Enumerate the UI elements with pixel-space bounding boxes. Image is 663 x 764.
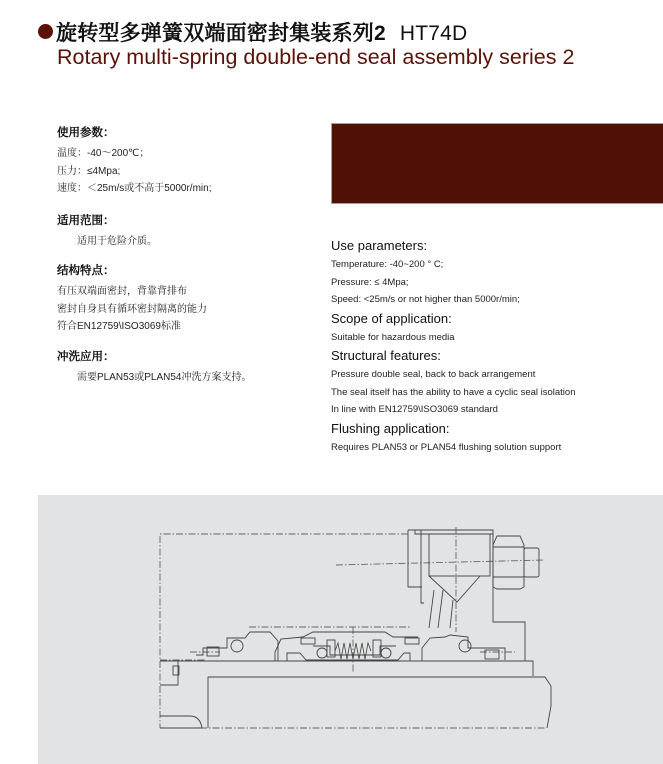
cn-structure-line: 符合EN12759\ISO3069标准 — [57, 321, 181, 332]
en-structure-line: The seal itself has the ability to have a cyclic seal isolation — [331, 386, 576, 398]
en-structure-line: In line with EN12759\ISO3069 standard — [331, 404, 498, 415]
cn-scope-line: 适用于危险介质。 — [77, 235, 157, 247]
cn-use-params — [57, 124, 317, 198]
en-flushing-heading: Flushing application: — [331, 420, 450, 436]
drawing-panel — [38, 495, 663, 764]
en-scope-heading: Scope of application: — [331, 310, 452, 326]
en-structure — [331, 348, 651, 419]
cn-structure-line: 有压双端面密封，背靠背排布 — [57, 286, 187, 297]
cn-scope-heading: 适用范围： — [57, 214, 115, 227]
english-specs — [331, 238, 651, 458]
seal-cross-section-drawing — [38, 495, 663, 764]
cn-flushing-line: 需要PLAN53或PLAN54冲洗方案支持。 — [77, 371, 252, 383]
cn-use-params-heading: 使用参数： — [57, 127, 115, 139]
en-structure-heading: Structural features: — [331, 348, 441, 363]
chinese-specs — [57, 124, 317, 394]
en-use-params-heading: Use parameters: — [331, 238, 428, 253]
envelope-centerlines — [160, 527, 545, 728]
en-scope-line: Suitable for hazardous media — [331, 331, 455, 343]
en-temperature: Temperature: -40~200 ° C; — [331, 259, 444, 270]
cn-speed: 速度：＜25m/s或不高于5000r/min; — [57, 183, 212, 194]
cn-flushing — [57, 348, 317, 387]
bullet-dot-icon — [38, 24, 53, 39]
cn-flushing-heading: 冲洗应用： — [57, 350, 115, 363]
decorative-brown-banner — [331, 123, 663, 204]
shaft-and-sleeve — [160, 661, 551, 728]
cn-scope — [57, 212, 317, 251]
page-title-english: Rotary multi-spring double-end seal assembly series 2 — [57, 45, 575, 69]
en-structure-line: Pressure double seal, back to back arrangement — [331, 369, 536, 380]
cn-pressure: 压力：≤4Mpa; — [57, 165, 121, 177]
en-use-params — [331, 238, 651, 309]
model-number: HT74D — [399, 22, 468, 45]
page-title-chinese — [38, 17, 467, 47]
en-pressure: Pressure: ≤ 4Mpa; — [331, 276, 409, 288]
cn-temperature: 温度：-40～200℃； — [57, 148, 150, 159]
en-flushing-line: Requires PLAN53 or PLAN54 flushing solution support — [331, 441, 562, 453]
en-flushing — [331, 421, 651, 457]
cn-structure-heading: 结构特点： — [57, 265, 115, 277]
en-scope — [331, 311, 651, 347]
en-speed: Speed: <25m/s or not higher than 5000r/min; — [331, 294, 520, 305]
cn-structure-line: 密封自身具有循环密封隔离的能力 — [57, 303, 207, 315]
title-cn-text: 旋转型多弹簧双端面密封集装系列2 — [56, 22, 386, 45]
seal-internals — [196, 632, 505, 661]
cn-structure — [57, 262, 317, 336]
